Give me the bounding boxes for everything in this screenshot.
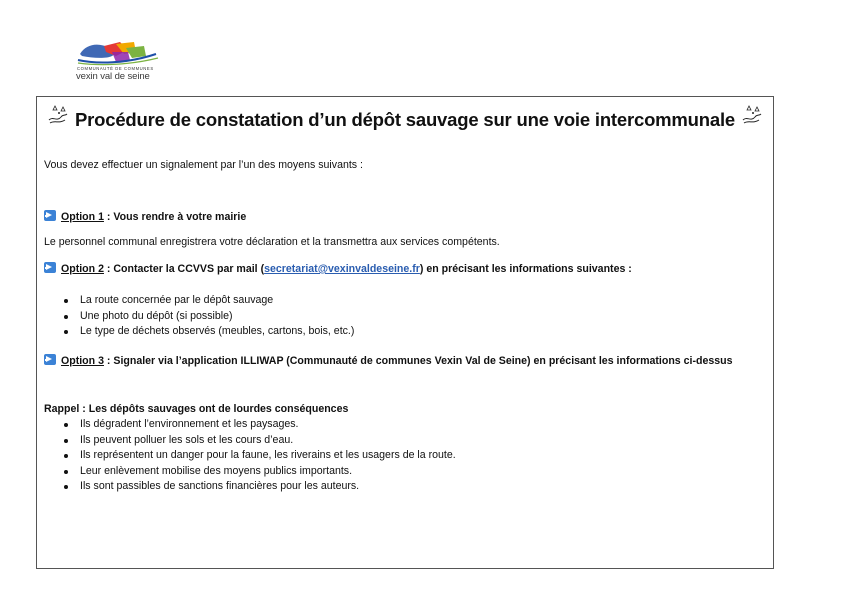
option-2-title-start: : Contacter la CCVVS par mail ( [103, 263, 265, 275]
reminder-heading: Rappel : Les dépôts sauvages ont de lourdes conséquences [44, 403, 349, 415]
option-2-title-end: ) en précisant les informations suivantes : [419, 263, 632, 275]
cc-vexin-val-de-seine-logo [74, 40, 164, 84]
logo-mark-icon [76, 40, 160, 66]
email-link[interactable]: secretariat@vexinvaldeseine.fr [264, 263, 420, 275]
option-2-heading [44, 262, 632, 275]
logo-name: vexin val de seine [76, 71, 150, 82]
reminder-list [44, 417, 456, 495]
option-3-title: : Signaler via l’application ILLIWAP (Communauté de communes Vexin Val de Seine) en précisant les informations ci-dessus [103, 355, 733, 367]
option-2-list [44, 293, 354, 340]
list-item: Ils dégradent l’environnement et les paysages. [44, 417, 456, 433]
option-3-label: Option 3 [61, 355, 104, 367]
option-1-body: Le personnel communal enregistrera votre déclaration et la transmettra aux services compétents. [44, 236, 500, 248]
option-1-title: Vous rendre à votre mairie [113, 211, 247, 223]
option-1-label: Option 1 [61, 211, 104, 223]
option-3-heading [44, 354, 733, 367]
list-item: Ils sont passibles de sanctions financières pour les auteurs. [44, 479, 456, 495]
list-item: La route concernée par le dépôt sauvage [44, 293, 354, 309]
option-1-heading [44, 210, 246, 223]
list-item: Une photo du dépôt (si possible) [44, 309, 354, 325]
list-item: Le type de déchets observés (meubles, cartons, bois, etc.) [44, 324, 354, 340]
title-row [37, 105, 773, 135]
arrow-right-icon [44, 210, 56, 221]
logo-subtitle: COMMUNAUTÉ DE COMMUNES [77, 66, 154, 71]
option-2-label: Option 2 [61, 263, 104, 275]
list-item: Ils représentent un danger pour la faune, les riverains et les usagers de la route. [44, 448, 456, 464]
procedure-document [36, 96, 774, 569]
list-item: Ils peuvent polluer les sols et les cours d’eau. [44, 433, 456, 449]
intro-text: Vous devez effectuer un signalement par l’un des moyens suivants : [44, 159, 363, 171]
arrow-right-icon [44, 354, 56, 365]
wind-leaves-icon [47, 104, 69, 126]
page-title: Procédure de constatation d’un dépôt sauvage sur une voie intercommunale [75, 109, 735, 130]
arrow-right-icon [44, 262, 56, 273]
list-item: Leur enlèvement mobilise des moyens publics importants. [44, 464, 456, 480]
wind-leaves-icon [741, 104, 763, 126]
option-1-separator: : [103, 211, 114, 223]
